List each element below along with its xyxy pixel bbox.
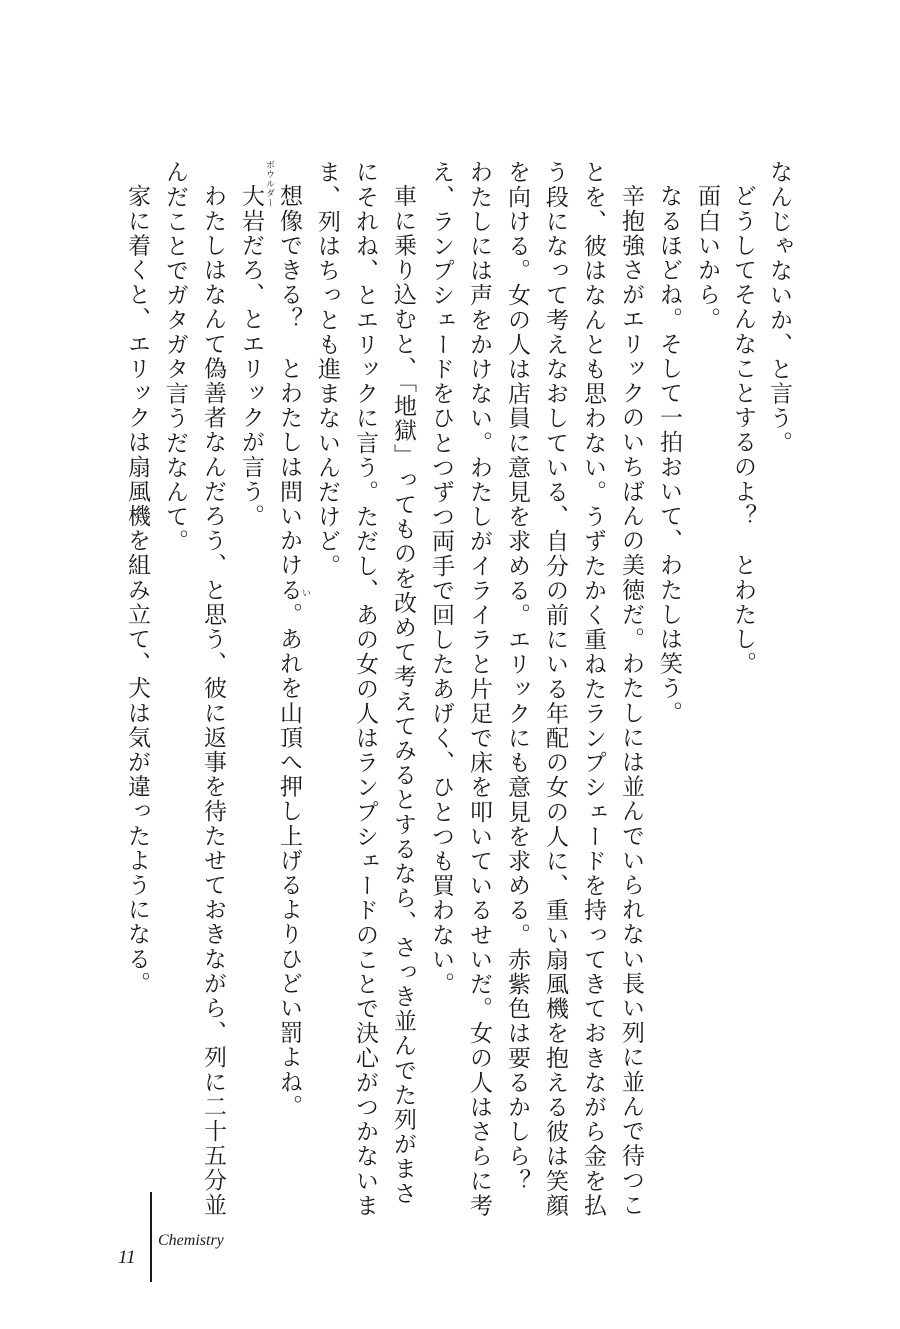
text-line-6: とを、彼はなんとも思わない。うずたかく重ねたランプシェードを持ってきておきながら金を払: [580, 160, 606, 1218]
running-title: Chemistry: [158, 1232, 224, 1249]
text-line-13: ま、列はちっとも進まないんだけど。: [314, 160, 340, 579]
text-line-18: 家に着くと、エリックは扇風機を組み立て、犬は気が違ったようになる。: [124, 184, 150, 996]
text-line-15: 大岩だろ、とエリックが言う。: [238, 184, 264, 529]
ruby-ii: い: [300, 588, 310, 598]
text-line-12: にそれね、とエリックに言う。ただし、あの女の人はランプシェードのことで決心がつかないま: [352, 160, 378, 1218]
text-line-9: わたしには声をかけない。わたしがイライラと片足で床を叩いているせいだ。女の人はさらに考: [466, 160, 492, 1218]
text-line-8: を向ける。女の人は店員に意見を求める。エリックにも意見を求める。赤紫色は要るかしら？: [504, 160, 530, 1194]
footer-divider: [150, 1192, 152, 1282]
text-line-16: わたしはなんて偽善者なんだろう、と思う、彼に返事を待たせておきながら、列に二十五分並: [200, 184, 226, 1218]
page-number: 11: [118, 1247, 136, 1268]
text-line-11: 車に乗り込むと、「地獄」ってものを改めて考えてみるとするなら、さっき並んでた列がまさ: [390, 184, 416, 1206]
text-line-3: 面白いから。: [694, 184, 720, 332]
text-line-2: どうしてそんなことするのよ？ とわたし。: [730, 184, 756, 676]
text-line-17: んだことでガタガタ言うだなんて。: [162, 160, 188, 554]
text-line-10: え、ランプシェードをひとつずつ両手で回したあげく、ひとつも買わない。: [428, 160, 454, 997]
text-line-4: なるほどね。そして一拍おいて、わたしは笑う。: [656, 184, 682, 726]
text-line-1: なんじゃないか、と言う。: [766, 160, 792, 456]
text-line-14: 想像できる？ とわたしは問いかける。あれを山頂へ押し上げるよりひどい罰よね。: [276, 184, 302, 1119]
text-line-5: 辛抱強さがエリックのいちばんの美徳だ。わたしには並んでいられない長い列に並んで待つこ: [618, 184, 644, 1218]
text-line-7: う段になって考えなおしている、自分の前にいる年配の女の人に、重い扇風機を抱える彼は笑顔: [542, 160, 568, 1218]
ruby-boulder: ボウルダー: [264, 160, 274, 208]
